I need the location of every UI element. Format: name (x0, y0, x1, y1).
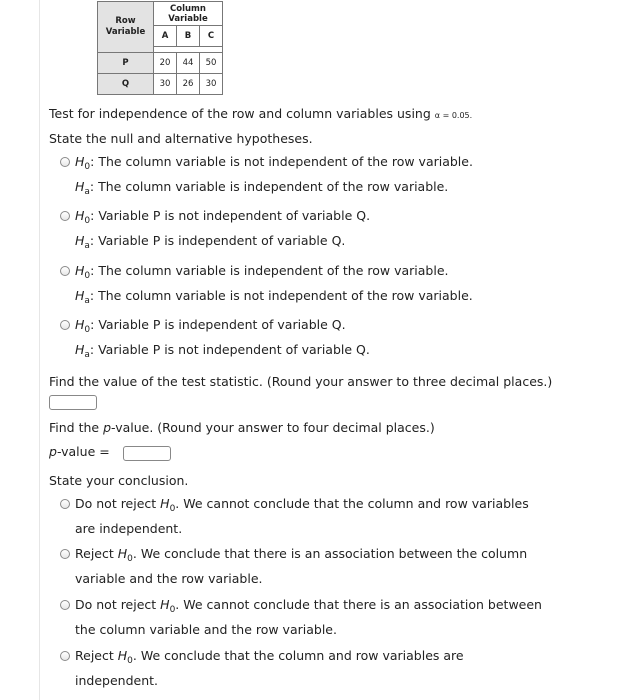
conclusion-post: . We cannot conclude that the column and row variables (175, 496, 529, 511)
table-cell: 30 (154, 74, 177, 95)
h0-text: : Variable P is not independent of variable Q. (90, 208, 371, 223)
conclusion-pre: Reject (75, 648, 118, 663)
pvalue-label-post: -value = (56, 444, 110, 459)
h0-subscript: 0 (84, 271, 91, 281)
h-symbol: H (75, 263, 85, 278)
pvalue-input[interactable] (123, 446, 171, 461)
hypothesis-option-1-radio[interactable] (60, 157, 70, 167)
hypothesis-option-4-ha (75, 342, 370, 360)
conclusion-pre: Do not reject (75, 597, 161, 612)
conclusion-option-3-line2: the column variable and the row variable. (75, 622, 337, 637)
h0-text: : Variable P is independent of variable Q. (90, 317, 346, 332)
hypothesis-option-3-ha (75, 288, 473, 306)
h0-subscript: 0 (169, 504, 176, 514)
h0-subscript: 0 (169, 605, 176, 615)
ha-text: : Variable P is independent of variable Q. (89, 233, 346, 248)
ha-text: : The column variable is not independent of the row variable. (89, 288, 473, 303)
h0-text: : The column variable is independent of the row variable. (90, 263, 449, 278)
ha-subscript: a (84, 187, 90, 197)
ha-subscript: a (84, 350, 90, 360)
h0-subscript: 0 (84, 162, 91, 172)
h-symbol: H (117, 546, 128, 561)
h-symbol: H (75, 154, 85, 169)
ha-subscript: a (84, 296, 90, 306)
table-row (98, 74, 223, 95)
h0-subscript: 0 (127, 656, 133, 666)
h0-text: : The column variable is not independent of the row variable. (90, 154, 473, 169)
contingency-table (97, 1, 223, 95)
conclusion-prompt: State your conclusion. (49, 473, 189, 488)
pvalue-prompt-pre: Find the (49, 420, 104, 435)
conclusion-option-4-line1 (75, 648, 464, 666)
h-symbol: H (75, 179, 85, 194)
table-cell: 30 (200, 74, 223, 95)
conclusion-option-3-line1 (75, 597, 542, 615)
row-p-label: P (98, 53, 154, 74)
h-symbol: H (160, 496, 170, 511)
h0-subscript: 0 (84, 216, 91, 226)
alpha-value: α = 0.05. (434, 111, 473, 120)
table-cell: 50 (200, 53, 223, 74)
hypothesis-option-4-radio[interactable] (60, 320, 70, 330)
hypothesis-option-3-radio[interactable] (60, 266, 70, 276)
ha-text: : Variable P is not independent of variable Q. (89, 342, 370, 357)
test-statistic-prompt: Find the value of the test statistic. (Round your answer to three decimal places.) (49, 374, 553, 389)
conclusion-pre: Reject (75, 546, 118, 561)
table-cell: 20 (154, 53, 177, 74)
pvalue-prompt-p: p (103, 420, 112, 435)
h0-subscript: 0 (127, 554, 133, 564)
conclusion-option-4-radio[interactable] (60, 651, 70, 661)
conclusion-option-1-line1 (75, 496, 529, 514)
column-c-header: C (200, 26, 223, 47)
state-hypotheses-prompt: State the null and alternative hypotheses. (49, 131, 313, 146)
intro-text: Test for independence of the row and column variables using (49, 106, 431, 121)
conclusion-pre: Do not reject (75, 496, 161, 511)
hypothesis-option-2-ha (75, 233, 346, 251)
ha-subscript: a (84, 241, 90, 251)
h-symbol: H (75, 208, 85, 223)
h-symbol: H (75, 288, 85, 303)
column-a-header: A (154, 26, 177, 47)
h-symbol: H (75, 342, 85, 357)
column-b-header: B (177, 26, 200, 47)
test-statistic-input[interactable] (49, 395, 97, 410)
conclusion-post: . We conclude that the column and row variables are (132, 648, 464, 663)
conclusion-option-2-line2: variable and the row variable. (75, 571, 263, 586)
pvalue-prompt-post: -value. (Round your answer to four decimal places.) (111, 420, 435, 435)
row-header-line2: Variable (105, 27, 146, 37)
pvalue-label-p: p (49, 444, 57, 459)
row-variable-header (98, 2, 154, 53)
hypothesis-option-1-ha (75, 179, 449, 197)
table-cell: 44 (177, 53, 200, 74)
conclusion-option-2-line1 (75, 546, 528, 564)
h-symbol: H (160, 597, 170, 612)
conclusion-option-2-radio[interactable] (60, 549, 70, 559)
h-symbol: H (75, 317, 85, 332)
conclusion-post: . We conclude that there is an association between the column (132, 546, 528, 561)
hypothesis-option-4-h0 (75, 317, 346, 335)
h-symbol: H (75, 233, 85, 248)
conclusion-option-3-radio[interactable] (60, 600, 70, 610)
row-header-line1: Row (115, 16, 136, 26)
row-q-label: Q (98, 74, 154, 95)
conclusion-option-1-radio[interactable] (60, 499, 70, 509)
pvalue-prompt (49, 420, 435, 435)
h-symbol: H (117, 648, 128, 663)
table-cell: 26 (177, 74, 200, 95)
hypothesis-option-2-h0 (75, 208, 371, 226)
conclusion-option-4-line2: independent. (75, 673, 158, 688)
hypothesis-option-2-radio[interactable] (60, 211, 70, 221)
h0-subscript: 0 (84, 325, 91, 335)
column-variable-header: Column Variable (154, 2, 223, 26)
pvalue-label (49, 444, 110, 459)
hypothesis-option-1-h0 (75, 154, 473, 172)
ha-text: : The column variable is independent of the row variable. (89, 179, 449, 194)
hypothesis-option-3-h0 (75, 263, 449, 281)
question-intro (49, 106, 472, 121)
table-row (98, 53, 223, 74)
conclusion-option-1-line2: are independent. (75, 521, 183, 536)
conclusion-post: . We cannot conclude that there is an association between (175, 597, 542, 612)
